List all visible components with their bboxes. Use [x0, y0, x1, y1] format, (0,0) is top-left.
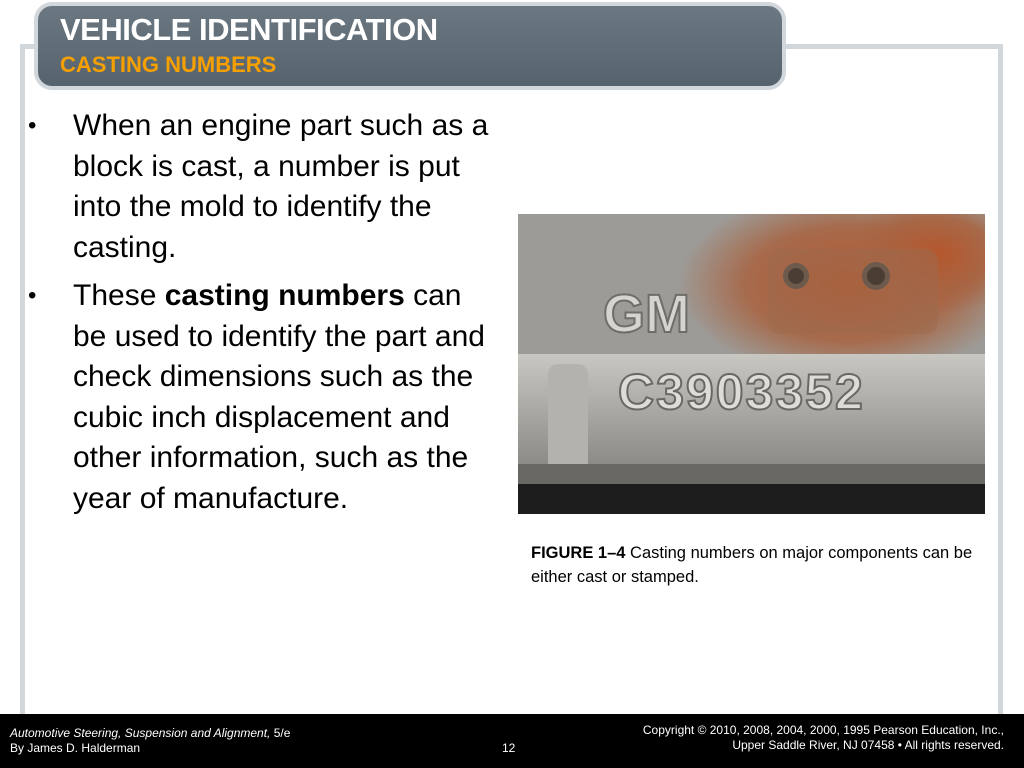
- figure-caption-text: Casting numbers on major components can be either cast or stamped.: [531, 544, 973, 586]
- footer-book-info: [10, 726, 290, 756]
- figure-label: FIGURE 1–4: [531, 544, 626, 562]
- bullet-icon: •: [28, 282, 37, 309]
- bullet-text: When an engine part such as a block is cast, a number is put into the mold to identify the casting.: [73, 109, 489, 264]
- photo-brand-text: GM: [603, 284, 690, 344]
- footer-copyright: [643, 723, 1004, 753]
- engine-block-casting-image: [518, 214, 985, 514]
- slide-title: VEHICLE IDENTIFICATION: [60, 12, 438, 47]
- footer-bar: [0, 714, 1024, 768]
- photo-casting-number: C3903352: [618, 364, 865, 420]
- bullet-icon: •: [28, 112, 37, 139]
- slide-subtitle: CASTING NUMBERS: [60, 52, 277, 77]
- footer-edition: 5/e: [270, 726, 291, 740]
- footer-book-title: Automotive Steering, Suspension and Alignment,: [10, 726, 271, 740]
- footer-author: By James D. Halderman: [10, 741, 141, 755]
- copyright-line-2: Upper Saddle River, NJ 07458 • All rights reserved.: [732, 738, 1004, 752]
- casting-photo: [518, 214, 985, 514]
- bullet-bold-term: casting numbers: [164, 279, 405, 312]
- bullet-list: [28, 106, 490, 527]
- bullet-item: [28, 106, 490, 268]
- bullet-text-lead: These: [73, 279, 165, 312]
- figure-caption: [531, 541, 1001, 589]
- bullet-item: [28, 276, 490, 519]
- bullet-text-rest: can be used to identify the part and check dimensions such as the cubic inch displacement and other information, such as the year of manufacture.: [73, 279, 485, 515]
- copyright-line-1: Copyright © 2010, 2008, 2004, 2000, 1995 Pearson Education, Inc.,: [642, 723, 1004, 737]
- page-number: 12: [502, 741, 516, 755]
